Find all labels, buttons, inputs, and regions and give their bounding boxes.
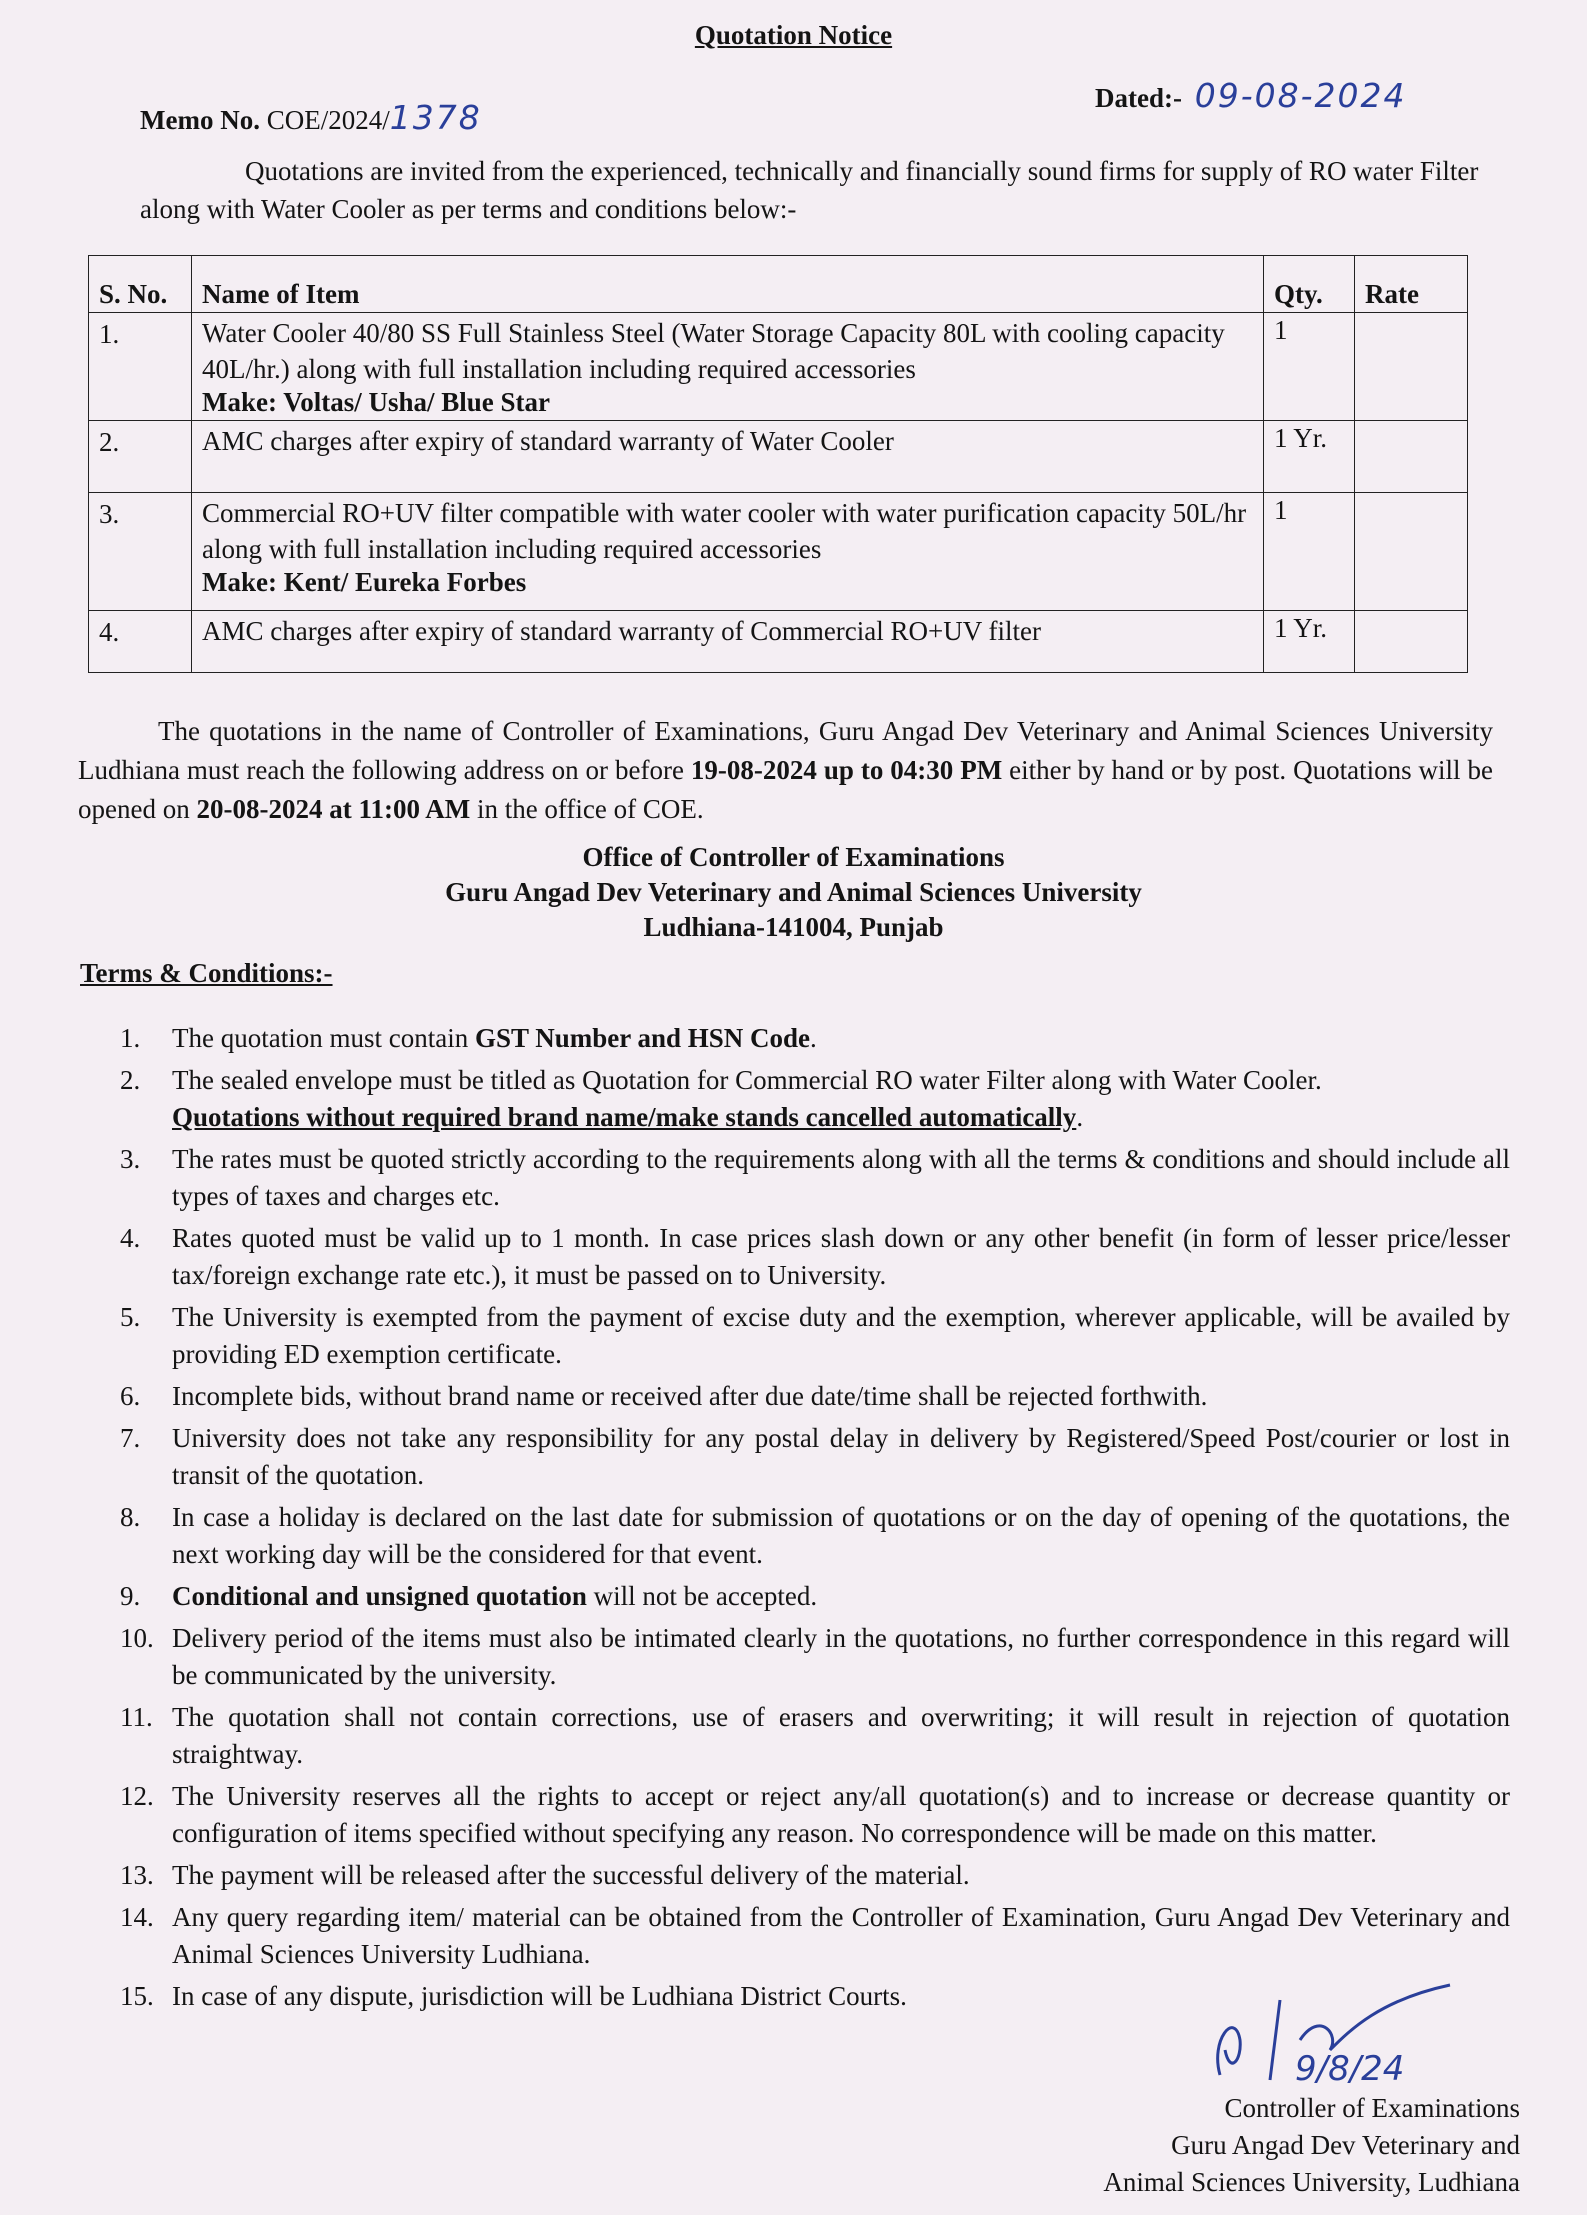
term-text: The rates must be quoted strictly according to the requirements along with all the terms & conditions and should include all types of taxes and charges etc. bbox=[172, 1144, 1510, 1211]
term-number: 13. bbox=[120, 1860, 154, 1890]
term-text: Any query regarding item/ material can be obtained from the Controller of Examination, Guru Angad Dev Veterinary and Animal Sciences University Ludhiana. bbox=[172, 1902, 1510, 1969]
header-name: Name of Item bbox=[192, 256, 1264, 313]
term-number: 14. bbox=[120, 1902, 154, 1932]
term-text-end: will not be accepted. bbox=[586, 1581, 818, 1611]
term-text: The payment will be released after the successful delivery of the material. bbox=[172, 1860, 970, 1890]
term-item bbox=[120, 1062, 1510, 1136]
cell-sno: 4. bbox=[89, 611, 192, 673]
term-text: The University reserves all the rights to accept or reject any/all quotation(s) and to increase or decrease quantity or configuration of items specified without specifying any reason. No correspondence will be made on this matter. bbox=[172, 1781, 1510, 1848]
term-emphasis: Quotations without required brand name/make stands cancelled automatically bbox=[172, 1102, 1077, 1132]
signatory-title: Controller of Examinations bbox=[1224, 2093, 1520, 2123]
term-item bbox=[120, 1578, 1510, 1615]
closing-text-3: in the office of COE. bbox=[470, 794, 704, 824]
term-number: 2. bbox=[120, 1065, 141, 1095]
term-item bbox=[120, 1899, 1510, 1973]
term-number: 1. bbox=[120, 1023, 141, 1053]
table-row bbox=[89, 611, 1468, 673]
term-item bbox=[120, 1420, 1510, 1494]
date-line bbox=[1095, 76, 1407, 115]
item-description: Commercial RO+UV filter compatible with water cooler with water purification capacity 50L/hr along with full installation including required accessories bbox=[202, 498, 1247, 564]
term-item bbox=[120, 1620, 1510, 1694]
header-rate: Rate bbox=[1355, 256, 1468, 313]
cell-sno: 1. bbox=[89, 313, 192, 421]
memo-number bbox=[140, 98, 482, 137]
cell-qty: 1 Yr. bbox=[1264, 611, 1355, 673]
item-make: Make: Kent/ Eureka Forbes bbox=[202, 567, 527, 597]
term-item bbox=[120, 1299, 1510, 1373]
cell-item bbox=[192, 493, 1264, 611]
dated-handwritten-value: 09-08-2024 bbox=[1194, 76, 1407, 115]
cell-rate bbox=[1355, 611, 1468, 673]
memo-prefix: COE/2024/ bbox=[266, 105, 390, 135]
term-item bbox=[120, 1220, 1510, 1294]
opening-datetime: 20-08-2024 at 11:00 AM bbox=[196, 794, 471, 824]
term-text: Rates quoted must be valid up to 1 month. In case prices slash down or any other benefit (in form of lesser price/lesser tax/foreign exchange rate etc.), it must be passed on to University. bbox=[172, 1223, 1510, 1290]
cell-item bbox=[192, 421, 1264, 493]
term-text: The sealed envelope must be titled as Quotation for Commercial RO water Filter along with Water Cooler. bbox=[172, 1065, 1322, 1095]
cell-qty: 1 bbox=[1264, 493, 1355, 611]
cell-rate bbox=[1355, 421, 1468, 493]
term-number: 8. bbox=[120, 1502, 141, 1532]
term-text: In case of any dispute, jurisdiction will be Ludhiana District Courts. bbox=[172, 1981, 907, 2011]
cell-qty: 1 Yr. bbox=[1264, 421, 1355, 493]
table-row bbox=[89, 421, 1468, 493]
memo-label: Memo No. bbox=[140, 105, 260, 135]
page-title: Quotation Notice bbox=[694, 20, 893, 50]
submission-deadline: 19-08-2024 up to 04:30 PM bbox=[690, 755, 1003, 785]
items-table bbox=[88, 255, 1468, 673]
term-item bbox=[120, 1141, 1510, 1215]
cell-item bbox=[192, 611, 1264, 673]
address-line-1: Office of Controller of Examinations bbox=[582, 842, 1005, 872]
term-text: The quotation shall not contain corrections, use of erasers and overwriting; it will result in rejection of quotation straightway. bbox=[172, 1702, 1510, 1769]
term-number: 4. bbox=[120, 1223, 141, 1253]
term-text-end: . bbox=[1076, 1102, 1084, 1132]
term-number: 10. bbox=[120, 1623, 154, 1653]
term-text: The University is exempted from the payment of excise duty and the exemption, wherever applicable, will be availed by providing ED exemption certificate. bbox=[172, 1302, 1510, 1369]
cell-sno: 2. bbox=[89, 421, 192, 493]
address-line-3: Ludhiana-141004, Punjab bbox=[643, 912, 944, 942]
term-text: University does not take any responsibility for any postal delay in delivery by Registered/Speed Post/courier or lost in transit of the quotation. bbox=[172, 1423, 1510, 1490]
term-item bbox=[120, 1857, 1510, 1894]
item-make: Make: Voltas/ Usha/ Blue Star bbox=[202, 387, 551, 417]
office-address bbox=[0, 840, 1587, 945]
term-bold-text: Conditional and unsigned quotation bbox=[172, 1581, 587, 1611]
closing-text-2: either by hand or by post. Quotations will be opened on bbox=[78, 755, 1493, 824]
term-item bbox=[120, 1778, 1510, 1852]
cell-rate bbox=[1355, 493, 1468, 611]
term-text: The quotation must contain bbox=[172, 1023, 475, 1053]
term-item bbox=[120, 1378, 1510, 1415]
closing-text-1: The quotations in the name of Controller of Examinations, Guru Angad Dev Veterinary and Animal Sciences University Ludhiana must reach the following address on or before bbox=[78, 716, 1493, 785]
term-number: 12. bbox=[120, 1781, 154, 1811]
term-number: 7. bbox=[120, 1423, 141, 1453]
term-number: 6. bbox=[120, 1381, 141, 1411]
memo-handwritten-number: 1378 bbox=[389, 98, 482, 137]
cell-rate bbox=[1355, 313, 1468, 421]
cell-sno: 3. bbox=[89, 493, 192, 611]
term-number: 15. bbox=[120, 1981, 154, 2011]
table-row bbox=[89, 493, 1468, 611]
item-description: AMC charges after expiry of standard warranty of Commercial RO+UV filter bbox=[202, 616, 1041, 646]
terms-heading: Terms & Conditions:- bbox=[80, 958, 333, 988]
signatory-org-2: Animal Sciences University, Ludhiana bbox=[1103, 2167, 1520, 2197]
term-number: 3. bbox=[120, 1144, 141, 1174]
item-description: AMC charges after expiry of standard warranty of Water Cooler bbox=[202, 426, 894, 456]
signatory-org-1: Guru Angad Dev Veterinary and bbox=[1171, 2130, 1520, 2160]
submission-paragraph bbox=[78, 712, 1493, 829]
term-text: In case a holiday is declared on the last date for submission of quotations or on the day of opening of the quotations, the next working day will be the considered for that event. bbox=[172, 1502, 1510, 1569]
term-text-end: . bbox=[810, 1023, 817, 1053]
handwritten-signature bbox=[1180, 1980, 1480, 2090]
term-number: 5. bbox=[120, 1302, 141, 1332]
cell-item bbox=[192, 313, 1264, 421]
intro-paragraph: Quotations are invited from the experienced, technically and financially sound firms for supply of RO water Filter along with Water Cooler as per terms and conditions below:- bbox=[140, 156, 1479, 224]
signatory-block bbox=[1040, 2090, 1520, 2201]
term-item bbox=[120, 1699, 1510, 1773]
term-number: 9. bbox=[120, 1581, 141, 1611]
term-item bbox=[120, 1499, 1510, 1573]
table-row bbox=[89, 313, 1468, 421]
term-bold-text: GST Number and HSN Code bbox=[474, 1023, 811, 1053]
table-header-row bbox=[89, 256, 1468, 313]
header-sno: S. No. bbox=[89, 256, 192, 313]
cell-qty: 1 bbox=[1264, 313, 1355, 421]
term-item bbox=[120, 1020, 1510, 1057]
address-line-2: Guru Angad Dev Veterinary and Animal Sciences University bbox=[445, 877, 1142, 907]
term-text: Delivery period of the items must also be intimated clearly in the quotations, no further correspondence in this regard will be communicated by the university. bbox=[172, 1623, 1510, 1690]
dated-label: Dated:- bbox=[1095, 83, 1182, 113]
signature-date: 9/8/24 bbox=[1295, 2049, 1405, 2089]
header-qty: Qty. bbox=[1264, 256, 1355, 313]
terms-list bbox=[120, 1020, 1510, 2020]
item-description: Water Cooler 40/80 SS Full Stainless Steel (Water Storage Capacity 80L with cooling capacity 40L/hr.) along with full installation including required accessories bbox=[202, 318, 1225, 384]
term-number: 11. bbox=[120, 1702, 153, 1732]
term-text: Incomplete bids, without brand name or received after due date/time shall be rejected forthwith. bbox=[172, 1381, 1208, 1411]
